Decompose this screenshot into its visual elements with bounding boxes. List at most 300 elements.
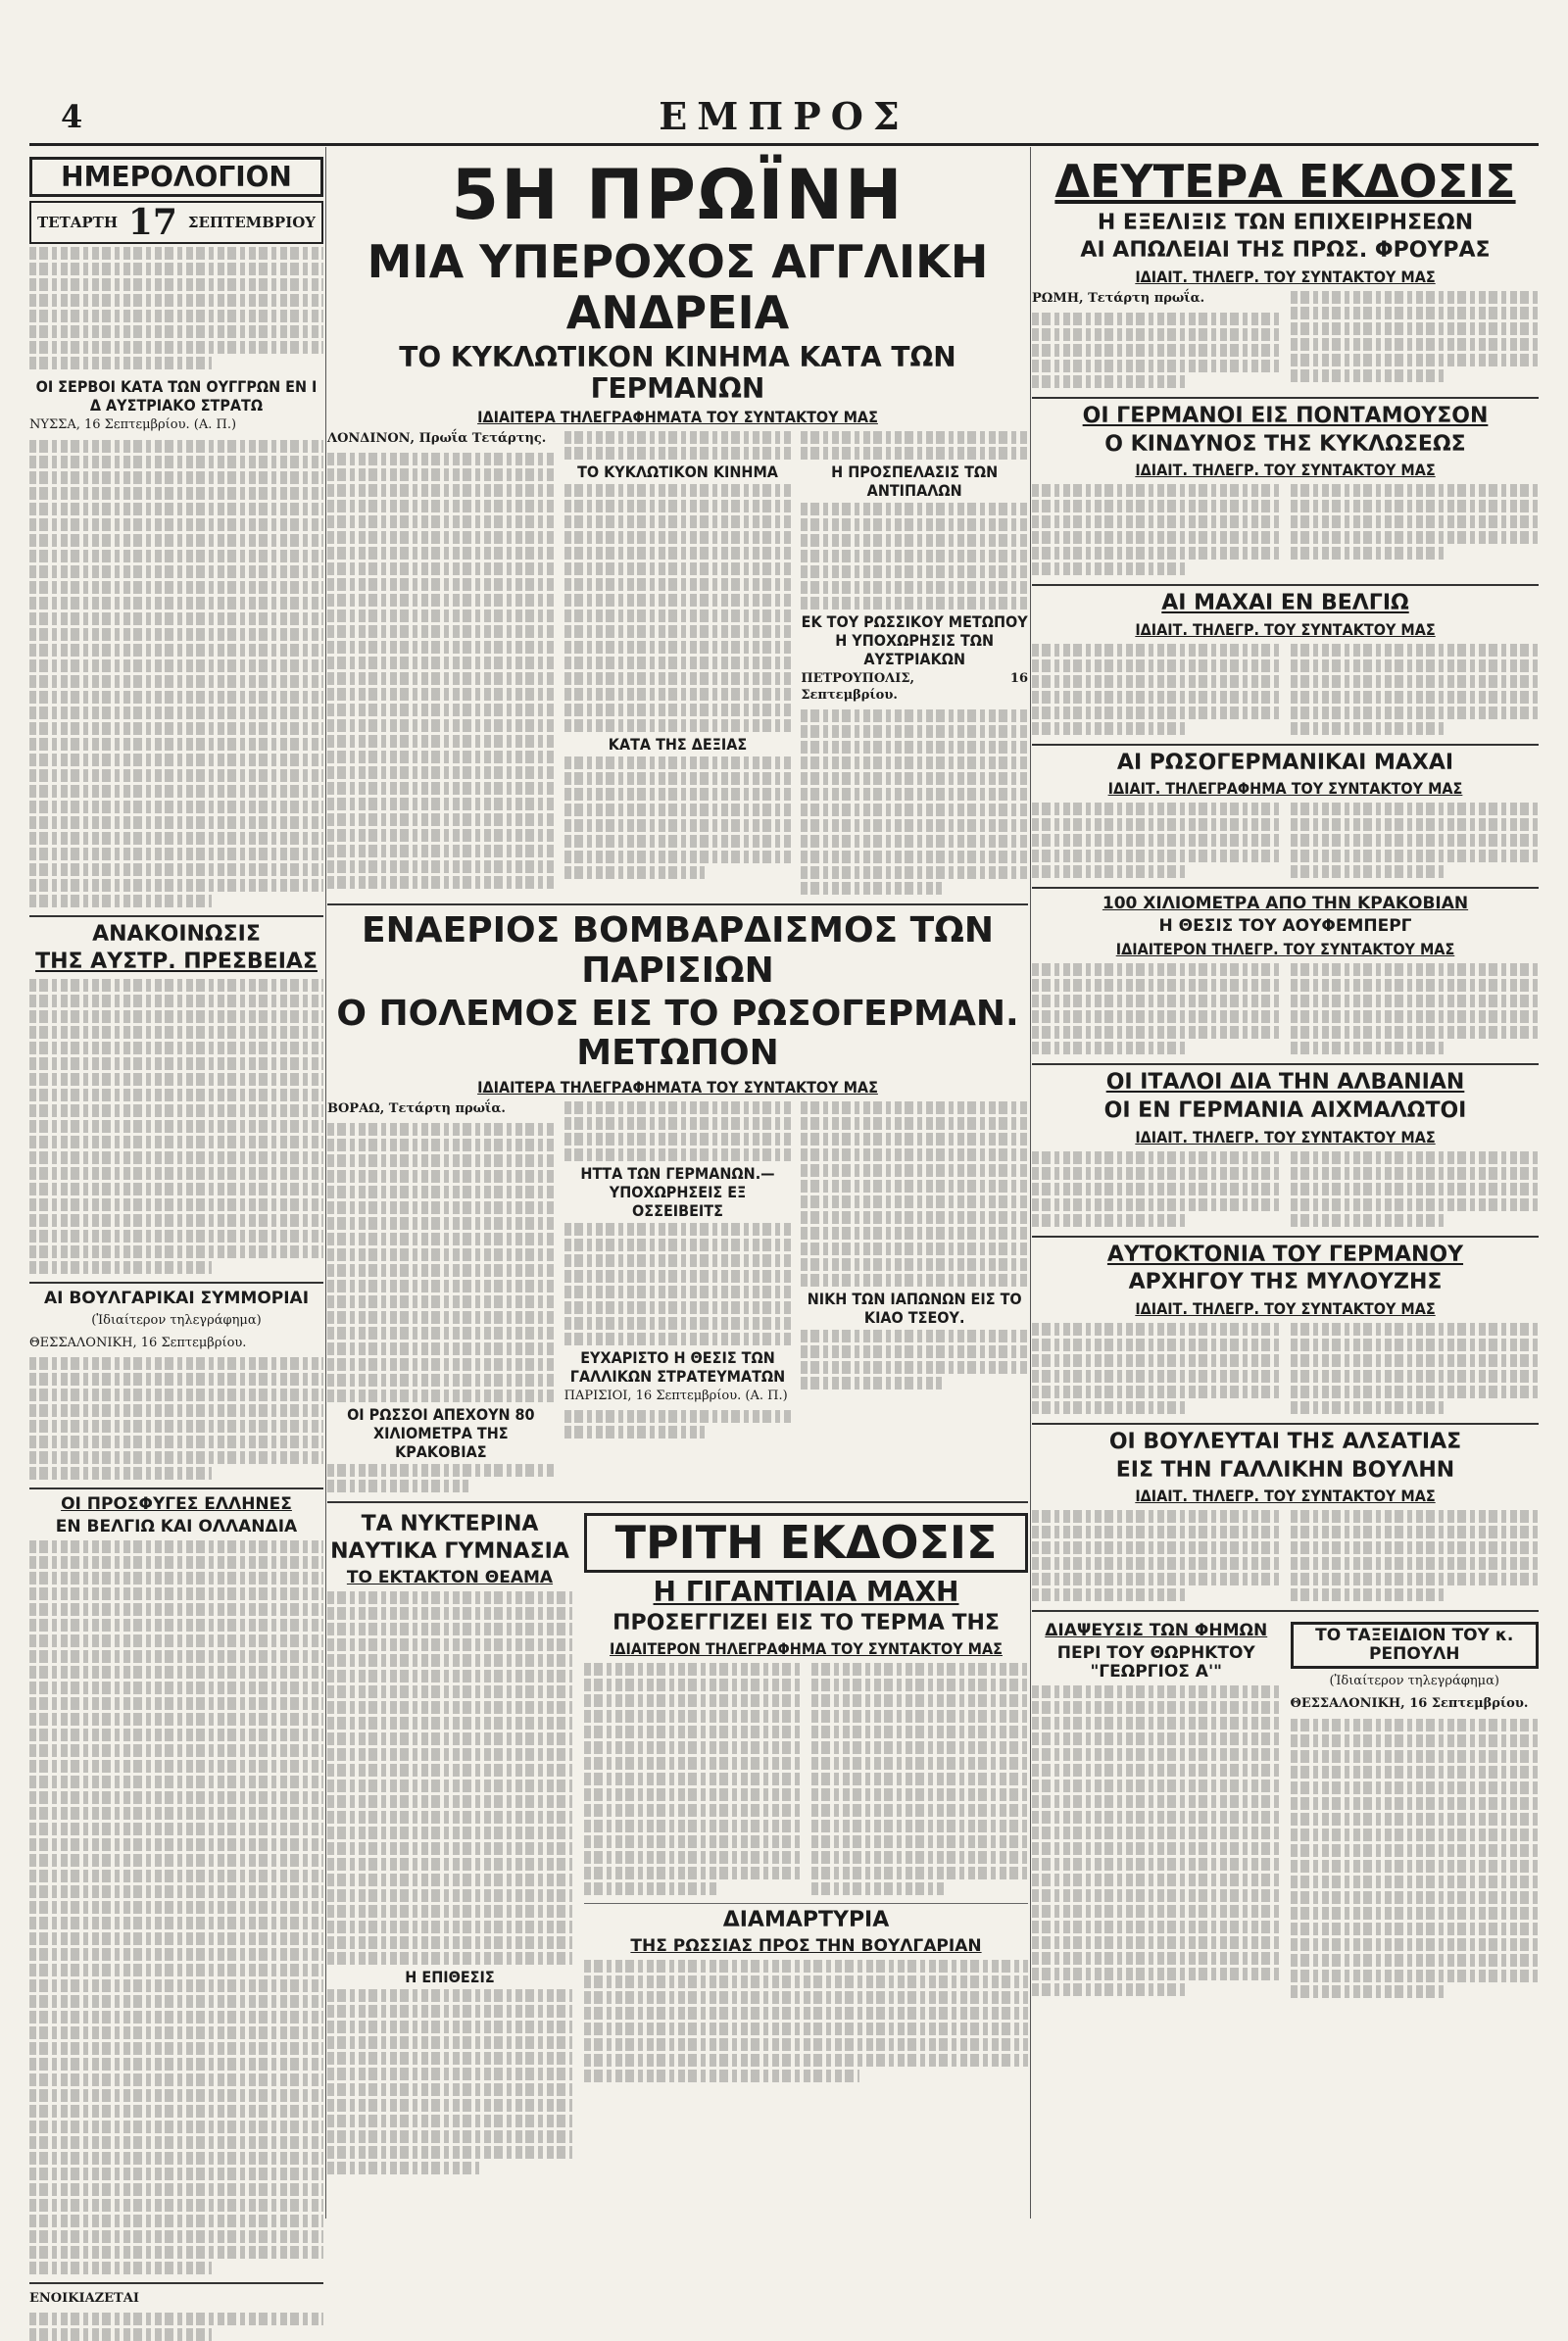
text-line <box>1291 1813 1540 1826</box>
text-line <box>327 547 555 560</box>
text-line <box>327 1874 572 1886</box>
text-line <box>584 1710 802 1723</box>
text-line <box>327 672 555 685</box>
text-line <box>811 1835 1029 1848</box>
text-line <box>1291 322 1540 335</box>
text-line <box>801 1101 1028 1114</box>
masthead <box>29 94 1539 146</box>
text-line <box>1032 1921 1281 1933</box>
text-line <box>1032 313 1281 325</box>
text-line <box>29 1666 323 1679</box>
text-line <box>1032 1167 1281 1180</box>
text-line <box>29 2246 323 2259</box>
text-line <box>327 1390 555 1402</box>
text-line <box>584 1851 802 1864</box>
text-line <box>327 2099 572 2112</box>
bulgar-heading: ΑΙ ΒΟΥΛΓΑΡΙΚΑΙ ΣΥΜΜΟΡΙΑΙ <box>43 1288 310 1308</box>
page-number: 4 <box>61 98 83 135</box>
text-line <box>801 431 1028 444</box>
special-telegram-label: ΙΔΙΑΙΤΕΡΟΝ ΤΗΛΕΓΡΑΦΗΜΑ ΤΟΥ ΣΥΝΤΑΚΤΟΥ ΜΑΣ <box>610 1639 1003 1659</box>
text-line <box>327 1311 555 1324</box>
text-line <box>29 294 323 307</box>
text-line <box>29 581 323 594</box>
special-telegrams-label: ΙΔΙΑΙΤΕΡΑ ΤΗΛΕΓΡΑΦΗΜΑΤΑ ΤΟΥ ΣΥΝΤΑΚΤΟΥ ΜΑΣ <box>477 408 878 427</box>
text-line <box>1291 1323 1540 1336</box>
trip-headline: ΤΟ ΤΑΞΕΙΔΙΟΝ ΤΟΥ κ. ΡΕΠΟΥΛΗ <box>1291 1622 1540 1669</box>
belgium-headline: ΑΙ ΜΑΧΑΙ ΕΝ ΒΕΛΓΙΩ <box>1161 591 1409 616</box>
text-line <box>29 278 323 291</box>
text-line <box>327 1295 555 1308</box>
text-line <box>29 1838 323 1851</box>
text-line <box>1291 1541 1540 1554</box>
text-line <box>29 707 323 719</box>
text-line <box>1032 484 1281 497</box>
text-line <box>29 1682 323 1694</box>
text-line <box>29 754 323 766</box>
text-line <box>29 1948 323 1961</box>
text-line <box>1032 1717 1281 1730</box>
text-line <box>327 1358 555 1371</box>
prisoners-headline: ΟΙ ΕΝ ΓΕΡΜΑΝΙΑ ΑΙΧΜΑΛΩΤΟΙ <box>1103 1098 1467 1124</box>
text-line <box>801 1258 1028 1271</box>
text-line <box>327 1827 572 1839</box>
text-line <box>584 2070 859 2082</box>
text-line <box>801 518 1028 531</box>
text-line <box>29 2313 323 2325</box>
divider <box>1032 1610 1539 1612</box>
special-telegram-label: ΙΔΙΑΙΤ. ΤΗΛΕΓΡ. ΤΟΥ ΣΥΝΤΑΚΤΟΥ ΜΑΣ <box>1135 1298 1436 1318</box>
text-line <box>1032 1198 1281 1211</box>
text-line <box>584 2023 1028 2035</box>
special-telegram-label: ΙΔΙΑΙΤ. ΤΗΛΕΓΡΑΦΗΜΑ ΤΟΥ ΣΥΝΤΑΚΤΟΥ ΜΑΣ <box>1107 779 1463 799</box>
text-line <box>1291 1797 1540 1810</box>
text-line <box>564 578 792 591</box>
text-line <box>1032 1573 1281 1585</box>
text-line <box>327 531 555 544</box>
text-line <box>29 801 323 813</box>
article-body <box>29 1357 323 1480</box>
text-line <box>29 1230 323 1243</box>
text-line <box>29 1120 323 1133</box>
text-line <box>1291 1026 1540 1039</box>
divider <box>1032 1236 1539 1238</box>
text-line <box>29 1744 323 1757</box>
text-line <box>327 1795 572 1808</box>
text-line <box>1032 328 1281 341</box>
text-line <box>327 1280 555 1292</box>
divider <box>29 2282 323 2284</box>
text-line <box>1291 1573 1540 1585</box>
text-line <box>327 1764 572 1777</box>
text-line <box>1032 1732 1281 1745</box>
text-line <box>29 1026 323 1039</box>
text-line <box>564 641 792 654</box>
text-line <box>327 1248 555 1261</box>
text-line <box>29 1151 323 1164</box>
text-line <box>1032 1764 1281 1777</box>
text-line <box>29 247 323 260</box>
text-line <box>29 1807 323 1820</box>
text-line <box>1032 375 1186 388</box>
text-line <box>1032 691 1281 704</box>
text-line <box>811 1788 1029 1801</box>
text-line <box>1291 1750 1540 1763</box>
text-line <box>801 1148 1028 1161</box>
text-line <box>29 612 323 625</box>
text-line <box>29 1650 323 1663</box>
text-line <box>801 447 1028 460</box>
text-line <box>1032 360 1281 372</box>
naval-heading: ΤΑ ΝΥΚΤΕΡΙΝΑ <box>361 1511 539 1536</box>
denial-headline: ΔΙΑΨΕΥΣΙΣ ΤΩΝ ΦΗΜΩΝ <box>1045 1621 1268 1641</box>
encirclement-headline: Ο ΚΙΝΔΥΝΟΣ ΤΗΣ ΚΥΚΛΩΣΕΩΣ <box>1104 431 1466 457</box>
text-line <box>29 738 323 751</box>
text-line <box>1032 1795 1281 1808</box>
third-edition-title: ΤΡΙΤΗ ΕΚΔΟΣΙΣ <box>584 1513 1028 1574</box>
text-line <box>327 1170 555 1183</box>
text-line <box>1291 865 1445 878</box>
column-rule <box>325 147 326 2219</box>
text-line <box>29 1885 323 1898</box>
text-line <box>801 550 1028 562</box>
text-line <box>1291 1183 1540 1195</box>
text-line <box>29 1183 323 1195</box>
text-line <box>29 1451 323 1464</box>
text-line <box>327 562 555 575</box>
divider <box>1032 584 1539 586</box>
text-line <box>564 547 792 560</box>
text-line <box>564 1223 792 1236</box>
text-line <box>327 1654 572 1667</box>
text-line <box>29 2152 323 2165</box>
bulgar-subheading: (Ἰδιαίτερον τηλεγράφημα) <box>91 1312 262 1328</box>
text-line <box>584 1820 802 1832</box>
text-line <box>1291 1588 1445 1601</box>
text-line <box>1291 1526 1540 1538</box>
text-line <box>1291 1766 1540 1779</box>
text-line <box>327 2083 572 2096</box>
column-center <box>327 153 1028 2219</box>
operations-headline: Η ΕΞΕΛΙΞΙΣ ΤΩΝ ΕΠΙΧΕΙΡΗΣΕΩΝ <box>1097 210 1474 235</box>
text-line <box>1032 515 1281 528</box>
text-line <box>29 675 323 688</box>
text-line <box>564 500 792 512</box>
text-line <box>327 1217 555 1230</box>
text-line <box>564 835 792 848</box>
text-line <box>564 1317 792 1330</box>
text-line <box>584 1726 802 1738</box>
text-line <box>584 2054 1028 2067</box>
divider <box>327 903 1028 905</box>
text-line <box>29 1917 323 1929</box>
text-line <box>29 263 323 275</box>
text-line <box>1291 675 1540 688</box>
text-line <box>327 1905 572 1918</box>
dateline: ΒΟΡΑΩ, Τετάρτη πρωΐα. <box>327 1100 506 1116</box>
front-headline: Ο ΠΟΛΕΜΟΣ ΕΙΣ ΤΟ ΡΩΣΟΓΕΡΜΑΝ. ΜΕΤΩΠΟΝ <box>336 994 1019 1074</box>
text-line <box>801 503 1028 515</box>
text-line <box>564 431 792 444</box>
text-line <box>1291 484 1540 497</box>
text-line <box>1291 369 1445 382</box>
text-line <box>811 1867 1029 1879</box>
announcement-subheading: ΤΗΣ ΑΥΣΤΡ. ΠΡΕΣΒΕΙΑΣ <box>35 950 318 975</box>
text-line <box>801 1195 1028 1208</box>
text-line <box>811 1679 1029 1691</box>
text-line <box>1032 1354 1281 1367</box>
text-line <box>327 766 555 779</box>
text-line <box>801 565 1028 578</box>
text-line <box>327 735 555 748</box>
text-line <box>29 1901 323 1914</box>
dateline: ΘΕΣΣΑΛΟΝΙΚΗ, 16 Σεπτεμβρίου. <box>29 1335 247 1350</box>
text-line <box>327 1233 555 1245</box>
text-line <box>29 503 323 515</box>
text-line <box>564 1101 792 1114</box>
text-line <box>584 1773 802 1785</box>
text-line <box>1291 1010 1540 1023</box>
text-line <box>564 1133 792 1146</box>
text-line <box>1291 1151 1540 1164</box>
text-line <box>1032 1510 1281 1523</box>
text-line <box>564 594 792 607</box>
dateline: ΘΕΣΣΑΛΟΝΙΚΗ, 16 Σεπτεμβρίου. <box>1290 1696 1529 1712</box>
text-line <box>29 1057 323 1070</box>
text-line <box>1032 1811 1281 1824</box>
text-line <box>29 2328 212 2341</box>
text-line <box>1032 1323 1281 1336</box>
text-line <box>1032 803 1281 815</box>
text-line <box>29 2168 323 2180</box>
text-line <box>1032 1827 1281 1839</box>
text-line <box>327 625 555 638</box>
text-line <box>1291 722 1445 735</box>
section-heading: ΗΤΤΑ ΤΩΝ ΓΕΡΜΑΝΩΝ.—ΥΠΟΧΩΡΗΣΕΙΣ ΕΞ ΟΣΣΕΙΒΕΙΤΣ <box>580 1163 775 1220</box>
text-line <box>1032 850 1281 862</box>
article-body <box>29 1540 323 2274</box>
text-line <box>801 709 1028 722</box>
text-line <box>327 1701 572 1714</box>
text-line <box>1032 1339 1281 1351</box>
text-line <box>801 741 1028 754</box>
text-line <box>327 2146 572 2159</box>
text-line <box>29 1572 323 1585</box>
text-line <box>327 829 555 842</box>
text-line <box>1291 691 1540 704</box>
mulhouse-headline: ΑΡΧΗΓΟΥ ΤΗΣ ΜΥΛΟΥΖΗΣ <box>1128 1270 1443 1295</box>
text-line <box>29 979 323 992</box>
text-line <box>327 1327 555 1340</box>
text-line <box>327 515 555 528</box>
text-line <box>811 1773 1029 1785</box>
text-line <box>1291 1339 1540 1351</box>
divider <box>29 915 323 917</box>
divider <box>29 1488 323 1489</box>
divider <box>584 1903 1028 1904</box>
text-line <box>29 534 323 547</box>
text-line <box>1291 644 1540 657</box>
notice-heading: ΕΝΟΙΚΙΑΖΕΤΑΙ <box>29 2291 139 2307</box>
text-line <box>327 1842 572 1855</box>
text-line <box>564 819 792 832</box>
text-line <box>327 1921 572 1933</box>
text-line <box>29 1791 323 1804</box>
text-line <box>327 1685 572 1698</box>
text-line <box>327 1464 555 1477</box>
protest-heading: ΔΙΑΜΑΡΤΥΡΙΑ <box>722 1908 890 1933</box>
text-line <box>29 2136 323 2149</box>
text-line <box>584 1757 802 1770</box>
text-line <box>1291 803 1540 815</box>
text-line <box>1291 1719 1540 1731</box>
text-line <box>1032 562 1186 575</box>
text-line <box>29 357 212 369</box>
text-line <box>1291 834 1540 847</box>
text-line <box>327 610 555 622</box>
text-line <box>29 659 323 672</box>
text-line <box>1291 1907 1540 1920</box>
text-line <box>29 1214 323 1227</box>
section-heading: Η ΕΠΙΘΕΣΙΣ <box>405 1968 495 1987</box>
text-line <box>29 325 323 338</box>
naval-subheading: ΝΑΥΤΙΚΑ ΓΥΜΝΑΣΙΑ <box>330 1539 569 1565</box>
text-line <box>801 534 1028 547</box>
text-line <box>1032 979 1281 992</box>
text-line <box>564 484 792 497</box>
dateline: ΡΩΜΗ, Τετάρτη πρωΐα. <box>1032 290 1205 306</box>
text-line <box>1291 500 1540 512</box>
text-line <box>584 2007 1028 2020</box>
text-line <box>29 1932 323 1945</box>
text-line <box>29 1198 323 1211</box>
text-line <box>1032 1983 1186 1996</box>
text-line <box>1291 659 1540 672</box>
text-line <box>327 1936 572 1949</box>
text-line <box>327 500 555 512</box>
second-edition-title: ΔΕΥΤΕΡΑ ΕΚΔΟΣΙΣ <box>1054 155 1516 208</box>
text-line <box>1032 531 1281 544</box>
text-line <box>327 2021 572 2033</box>
operations-subheadline: ΑΙ ΑΠΩΛΕΙΑΙ ΤΗΣ ΠΡΩΣ. ΦΡΟΥΡΑΣ <box>1080 238 1491 264</box>
text-line <box>1291 515 1540 528</box>
text-line <box>29 1261 212 1274</box>
text-line <box>1032 1842 1281 1855</box>
text-line <box>811 1710 1029 1723</box>
text-line <box>327 578 555 591</box>
text-line <box>1032 995 1281 1007</box>
text-line <box>29 2073 323 2086</box>
text-line <box>1032 1936 1281 1949</box>
text-line <box>29 456 323 468</box>
text-line <box>1032 834 1281 847</box>
text-line <box>29 2105 323 2118</box>
refugees-heading: ΟΙ ΠΡΟΣΦΥΓΕΣ ΕΛΛΗΝΕΣ <box>61 1494 292 1515</box>
article-body <box>29 247 323 369</box>
text-line <box>801 1133 1028 1146</box>
divider <box>29 1282 323 1284</box>
text-line <box>327 1342 555 1355</box>
text-line <box>29 1167 323 1180</box>
special-telegram-label: ΙΔΙΑΙΤ. ΤΗΛΕΓΡ. ΤΟΥ ΣΥΝΤΑΚΤΟΥ ΜΑΣ <box>1135 619 1436 639</box>
text-line <box>584 1882 718 1895</box>
text-line <box>1291 338 1540 351</box>
text-line <box>801 1180 1028 1193</box>
text-line <box>327 798 555 810</box>
special-telegram-label: ΙΔΙΑΙΤ. ΤΗΛΕΓΡ. ΤΟΥ ΣΥΝΤΑΚΤΟΥ ΜΑΣ <box>1135 1127 1436 1146</box>
text-line <box>29 1373 323 1386</box>
almanac-day: ΤΕΤΑΡΤΗ <box>37 214 119 232</box>
text-line <box>1032 1968 1281 1980</box>
divider <box>1032 397 1539 399</box>
text-line <box>327 1717 572 1730</box>
edition-title: 5Η ΠΡΩΪΝΗ <box>451 155 905 235</box>
text-line <box>327 2005 572 2018</box>
text-line <box>327 1154 555 1167</box>
text-line <box>1032 1401 1186 1414</box>
divider <box>327 1501 1028 1503</box>
text-line <box>327 1607 572 1620</box>
text-line <box>1291 291 1540 304</box>
divider <box>1032 887 1539 889</box>
text-line <box>29 2089 323 2102</box>
section-heading: ΕΚ ΤΟΥ ΡΩΣΣΙΚΟΥ ΜΕΤΩΠΟΥ Η ΥΠΟΧΩΡΗΣΙΣ ΤΩΝ ΑΥΣΤΡΙΑΚΩΝ <box>801 612 1028 669</box>
text-line <box>327 594 555 607</box>
text-line <box>327 1374 555 1387</box>
text-line <box>327 1201 555 1214</box>
text-line <box>327 719 555 732</box>
dateline: ΠΑΡΙΣΙΟΙ, 16 Σεπτεμβρίου. (Α. Π.) <box>564 1388 788 1403</box>
text-line <box>29 644 323 657</box>
text-line <box>801 1164 1028 1177</box>
article-columns <box>327 1098 1028 1495</box>
text-line <box>564 804 792 816</box>
text-line <box>327 641 555 654</box>
text-line <box>564 1333 792 1345</box>
text-line <box>1291 1781 1540 1794</box>
text-line <box>327 2052 572 2065</box>
text-line <box>1032 1386 1281 1398</box>
text-line <box>811 1694 1029 1707</box>
alsace-headline: ΟΙ ΒΟΥΛΕΥΤΑΙ ΤΗΣ ΑΛΣΑΤΙΑΣ <box>1108 1429 1462 1454</box>
text-line <box>29 1729 323 1741</box>
dateline: ΛΟΝΔΙΝΟΝ, Πρωΐα Τετάρτης. <box>327 431 547 447</box>
text-line <box>29 1870 323 1882</box>
text-line <box>801 1330 1028 1342</box>
almanac-month: ΣΕΠΤΕΜΒΡΙΟΥ <box>187 214 316 232</box>
naval-tagline: ΤΟ ΕΚΤΑΚΤΟΝ ΘΕΑΜΑ <box>346 1568 554 1588</box>
text-line <box>811 1757 1029 1770</box>
text-line <box>29 518 323 531</box>
suicide-headline: ΑΥΤΟΚΤΟΝΙΑ ΤΟΥ ΓΕΡΜΑΝΟΥ <box>1106 1242 1464 1267</box>
text-line <box>1291 1510 1540 1523</box>
text-line <box>29 785 323 798</box>
trip-subheading: (Ἰδιαίτερον τηλεγράφημα) <box>1329 1674 1499 1689</box>
text-line <box>801 1345 1028 1358</box>
section-heading: ΟΙ ΡΩΣΣΟΙ ΑΠΕΧΟΥΝ 80 ΧΙΛΙΟΜΕΤΡΑ ΤΗΣ ΚΡΑΚΟΒΙΑΣ <box>347 1404 535 1461</box>
text-line <box>327 2130 572 2143</box>
text-line <box>29 863 323 876</box>
section-heading: Η ΠΡΟΣΠΕΛΑΣΙΣ ΤΩΝ ΑΝΤΙΠΑΛΩΝ <box>831 463 999 501</box>
text-line <box>801 1117 1028 1130</box>
text-line <box>584 1741 802 1754</box>
text-line <box>584 1788 802 1801</box>
text-line <box>1032 1685 1281 1698</box>
text-line <box>564 1148 792 1161</box>
text-line <box>1032 1026 1281 1039</box>
paper-name: ΕΜΠΡΟΣ <box>659 94 909 138</box>
text-line <box>29 1136 323 1148</box>
text-line <box>29 1089 323 1101</box>
